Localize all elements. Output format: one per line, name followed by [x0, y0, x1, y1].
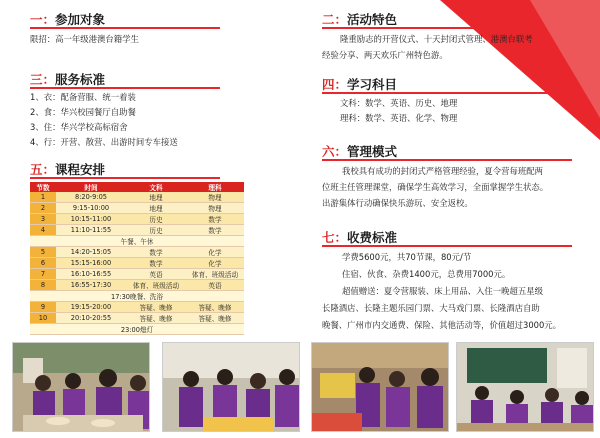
schedule-science: 物理: [186, 203, 244, 214]
schedule-arts: 地理: [126, 192, 186, 203]
subjects-science: 理科：数学、英语、化学、物理: [340, 113, 458, 123]
schedule-time: 16:55-17:30: [56, 280, 126, 291]
section-1-underline: [30, 27, 220, 29]
section-2-heading: [322, 10, 397, 28]
schedule-time: 10:15-11:00: [56, 214, 126, 225]
schedule-science: 体育、班级活动: [186, 269, 244, 280]
schedule-row: [30, 313, 244, 324]
schedule-science: 数学: [186, 225, 244, 236]
schedule-time: 14:20-15:05: [56, 247, 126, 258]
photo-students-cooking: [12, 342, 150, 432]
service-item: 3、住：华兴学校高标宿舍: [30, 122, 128, 132]
section-7-heading: [322, 228, 397, 246]
section-4-number: 四：: [322, 77, 348, 92]
schedule-time: 15:15-16:00: [56, 258, 126, 269]
schedule-science: 答疑、晚修: [186, 302, 244, 313]
schedule-arts: 历史: [126, 225, 186, 236]
schedule-break-text: 23:00熄灯: [30, 324, 244, 335]
section-1-text: 限招：高一年级港澳台籍学生: [30, 34, 139, 44]
section-3-underline: [30, 87, 220, 89]
schedule-break-text: 17:30晚餐、洗浴: [30, 291, 244, 302]
schedule-period: 10: [30, 313, 56, 324]
section-7-number: 七：: [322, 230, 348, 245]
header-arts: 文科: [126, 182, 186, 192]
schedule-row: [30, 269, 244, 280]
schedule-row: [30, 258, 244, 269]
fee-text-line: 超值赠送：夏令营服装、床上用品、入住一晚超五星级: [342, 286, 543, 296]
schedule-science: 答疑、晚修: [186, 313, 244, 324]
schedule-table: [30, 182, 244, 335]
photo-students-at-buffet: [311, 342, 449, 432]
schedule-science: 物理: [186, 192, 244, 203]
section-4-title: 学习科目: [347, 77, 398, 92]
schedule-science: 英语: [186, 280, 244, 291]
header-time: 时间: [56, 182, 126, 192]
section-4-underline: [322, 92, 572, 94]
management-text-line: 位班主任管理课堂，确保学生高效学习，全面掌握学生状态。: [322, 182, 549, 192]
schedule-time: 11:10-11:55: [56, 225, 126, 236]
schedule-row: [30, 225, 244, 236]
schedule-science: 数学: [186, 214, 244, 225]
schedule-arts: 数学: [126, 247, 186, 258]
header-science: 理科: [186, 182, 244, 192]
section-3-number: 三：: [30, 72, 56, 87]
section-1-title: 参加对象: [55, 12, 106, 27]
schedule-period: 4: [30, 225, 56, 236]
schedule-time: 20:10-20:55: [56, 313, 126, 324]
fee-text-line: 学费5600元，共70节课，80元/节: [342, 252, 472, 262]
schedule-break-row: [30, 324, 244, 335]
schedule-row: [30, 203, 244, 214]
header-period: 节数: [30, 182, 56, 192]
section-6-number: 六：: [322, 144, 348, 159]
section-5-title: 课程安排: [55, 162, 106, 177]
photo-students-preparing-food: [162, 342, 300, 432]
schedule-row: [30, 247, 244, 258]
schedule-time: 19:15-20:00: [56, 302, 126, 313]
section-5-number: 五：: [30, 162, 56, 177]
service-item: 1、衣：配备营服、统一着装: [30, 92, 136, 102]
schedule-period: 1: [30, 192, 56, 203]
schedule-time: 8:20-9:05: [56, 192, 126, 203]
section-4-heading: [322, 75, 397, 93]
section-1-heading: [30, 10, 105, 28]
schedule-science: 化学: [186, 247, 244, 258]
features-text-line: 经验分享、两天欢乐广州特色游。: [322, 50, 448, 60]
management-text-line: 出游集体行动确保快乐游玩、安全返校。: [322, 198, 473, 208]
corner-highlight-decoration: [530, 0, 600, 118]
photo-classroom: [456, 342, 594, 432]
section-3-title: 服务标准: [55, 72, 106, 87]
schedule-row: [30, 280, 244, 291]
schedule-break-row: [30, 291, 244, 302]
schedule-period: 2: [30, 203, 56, 214]
management-text-line: 我校具有成功的封闭式严格管理经验，夏令营每班配两: [342, 166, 543, 176]
fee-text-line: 晚餐、广州市内交通费、保险、其他活动等，价值超过3000元。: [322, 320, 562, 330]
schedule-header-row: [30, 182, 244, 192]
schedule-period: 8: [30, 280, 56, 291]
subjects-arts: 文科：数学、英语、历史、地理: [340, 98, 458, 108]
section-3-heading: [30, 70, 105, 88]
schedule-row: [30, 214, 244, 225]
features-text-line: 隆重励志的开营仪式、十天封闭式管理、港澳台联考: [340, 34, 533, 44]
schedule-arts: 体育、班级活动: [126, 280, 186, 291]
schedule-arts: 答疑、晚修: [126, 313, 186, 324]
section-6-heading: [322, 142, 397, 160]
schedule-row: [30, 302, 244, 313]
schedule-period: 9: [30, 302, 56, 313]
section-6-title: 管理模式: [347, 144, 398, 159]
section-5-heading: [30, 160, 105, 178]
fee-text-line: 长隆酒店、长隆主题乐园门票、大马戏门票、长隆酒店自助: [322, 303, 540, 313]
schedule-arts: 英语: [126, 269, 186, 280]
schedule-row: [30, 192, 244, 203]
section-6-underline: [322, 159, 572, 161]
section-2-title: 活动特色: [347, 12, 398, 27]
section-5-underline: [30, 177, 220, 179]
section-2-underline: [322, 27, 480, 29]
schedule-period: 6: [30, 258, 56, 269]
schedule-period: 7: [30, 269, 56, 280]
schedule-break-text: 午餐、午休: [30, 236, 244, 247]
schedule-arts: 数学: [126, 258, 186, 269]
section-2-number: 二：: [322, 12, 348, 27]
schedule-time: 9:15-10:00: [56, 203, 126, 214]
schedule-arts: 地理: [126, 203, 186, 214]
fee-text-line: 住宿、伙食、杂费1400元，总费用7000元。: [342, 269, 511, 279]
section-7-underline: [322, 245, 572, 247]
section-1-number: 一：: [30, 12, 56, 27]
schedule-break-row: [30, 236, 244, 247]
schedule-arts: 答疑、晚修: [126, 302, 186, 313]
service-item: 4、行：开营、散营、出游时间专车接送: [30, 137, 178, 147]
schedule-time: 16:10-16:55: [56, 269, 126, 280]
section-7-title: 收费标准: [347, 230, 398, 245]
service-item: 2、食：华兴校园餐厅自助餐: [30, 107, 136, 117]
schedule-period: 3: [30, 214, 56, 225]
schedule-arts: 历史: [126, 214, 186, 225]
schedule-science: 化学: [186, 258, 244, 269]
schedule-period: 5: [30, 247, 56, 258]
